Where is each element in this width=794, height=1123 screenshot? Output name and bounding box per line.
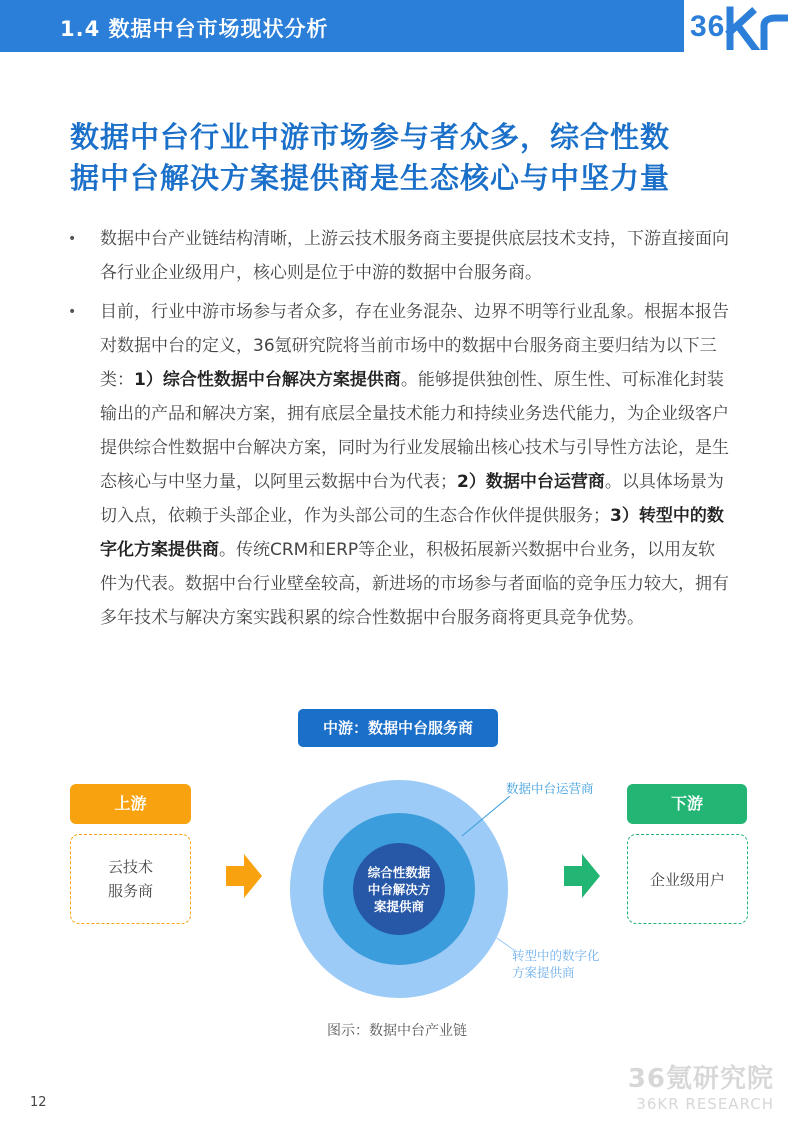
bullet-item [62, 222, 730, 290]
bullet-dot: • [68, 304, 77, 320]
heading-line-1: 数据中台行业中游市场参与者众多，综合性数 [70, 120, 671, 154]
bullet-list [62, 222, 730, 640]
outer-ring-callout: 转型中的数字化方案提供商 [512, 948, 600, 980]
svg-text:36: 36 [690, 10, 726, 43]
bullet-dot: • [68, 231, 77, 247]
bullet-text: 数据中台产业链结构清晰，上游云技术服务商主要提供底层技术支持，下游直接面向各行业企业级用户，核心则是位于中游的数据中台服务商。 [100, 229, 729, 283]
watermark-cn: 36氪研究院 [627, 1064, 774, 1094]
watermark [628, 1058, 774, 1113]
figure-caption: 图示：数据中台产业链 [327, 1023, 467, 1039]
industry-chain-diagram [0, 700, 794, 1030]
midstream-label: 中游：数据中台服务商 [298, 709, 498, 747]
page-number: 12 [30, 1095, 47, 1110]
page-heading [70, 117, 740, 199]
upstream-box-text: 云技术服务商 [107, 858, 153, 900]
downstream-label: 下游 [627, 784, 747, 824]
bold-category-2: 2）数据中台运营商 [457, 472, 605, 492]
arrow-right-icon [564, 854, 600, 898]
bullet-text: 。以具体场景为切入点，依赖于头部企业，作为头部公司的生态合作伙伴提供服务； [100, 472, 724, 526]
heading-line-2: 据中台解决方案提供商是生态核心与中坚力量 [70, 161, 671, 195]
upstream-label: 上游 [70, 784, 191, 824]
section-title: 1.4 数据中台市场现状分析 [60, 17, 329, 41]
bold-category-1: 1）综合性数据中台解决方案提供商 [134, 370, 401, 390]
downstream-box-text: 企业级用户 [649, 870, 725, 889]
bold-category-3: 3）转型中的数字化方案提供商 [100, 506, 724, 560]
middle-ring-callout: 数据中台运营商 [506, 781, 594, 796]
watermark-en: 36KR RESEARCH [636, 1095, 774, 1113]
inner-ring-label: 综合性数据中台解决方案提供商 [367, 864, 431, 914]
bullet-text: 目前，行业中游市场参与者众多，存在业务混杂、边界不明等行业乱象。根据本报告对数据中台的定义，36氪研究院将当前市场中的数据中台服务商主要归结为以下三类： [100, 302, 729, 390]
bullet-text: 。能够提供独创性、原生性、可标准化封装输出的产品和解决方案，拥有底层全量技术能力和持续业务迭代能力，为企业级客户提供综合性数据中台解决方案，同时为行业发展输出核心技术与引导性方法论，是生态核心与中坚力量，以阿里云数据中台为代表； [100, 370, 729, 492]
bullet-item [62, 295, 730, 635]
bullet-text: 。传统CRM和ERP等企业，积极拓展新兴数据中台业务，以用友软件为代表。数据中台行业壁垒较高，新进场的市场参与者面临的竞争压力较大，拥有多年技术与解决方案实践积累的综合性数据中台服务商将更具竞争优势。 [100, 540, 729, 628]
36kr-logo [684, 4, 794, 50]
downstream-box [627, 834, 748, 924]
